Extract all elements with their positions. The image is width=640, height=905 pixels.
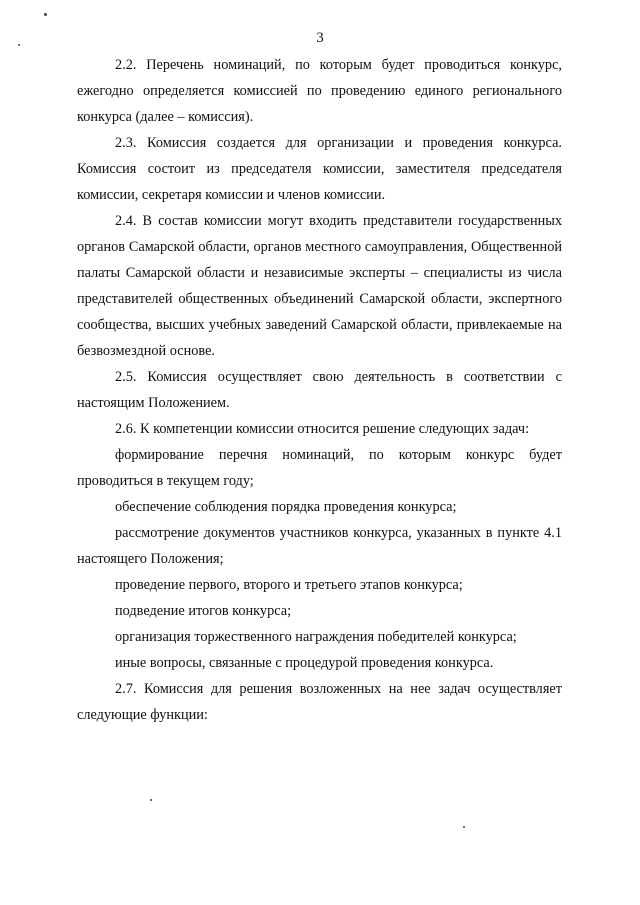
paragraph-2-4: 2.4. В состав комиссии могут входить представители государственных органов Самарской области, органов местного самоуправления, Общественной палаты Самарской области и независимые эксперты – специалисты из числа представителей общественных объединений Самарской области, экспертного сообщества, высших учебных заведений Самарской области, привлекаемые на безвозмездной основе.: [77, 213, 562, 359]
task-item: рассмотрение документов участников конкурса, указанных в пункте 4.1 настоящего Положения;: [77, 525, 562, 567]
document-body: [77, 52, 562, 728]
task-item: организация торжественного награждения победителей конкурса;: [115, 629, 517, 645]
scan-speck: [44, 13, 47, 16]
page-number: 3: [316, 30, 324, 46]
task-item: обеспечение соблюдения порядка проведения конкурса;: [115, 499, 457, 515]
paragraph-2-3: 2.3. Комиссия создается для организации и проведения конкурса. Комиссия состоит из председателя комиссии, заместителя председателя комиссии, секретаря комиссии и членов комиссии.: [77, 135, 562, 203]
paragraph-2-6: 2.6. К компетенции комиссии относится решение следующих задач:: [115, 421, 530, 437]
task-item: формирование перечня номинаций, по которым конкурс будет проводиться в текущем году;: [77, 447, 562, 489]
task-item: подведение итогов конкурса;: [115, 603, 292, 619]
task-item: иные вопросы, связанные с процедурой проведения конкурса.: [115, 655, 494, 671]
scan-speck: [463, 826, 465, 828]
paragraph-2-5: 2.5. Комиссия осуществляет свою деятельность в соответствии с настоящим Положением.: [77, 369, 562, 411]
task-item: проведение первого, второго и третьего этапов конкурса;: [115, 577, 463, 593]
scan-speck: [18, 44, 20, 46]
paragraph-2-2: 2.2. Перечень номинаций, по которым будет проводиться конкурс, ежегодно определяется комиссией по проведению единого регионального конкурса (далее – комиссия).: [77, 57, 562, 125]
paragraph-2-7: 2.7. Комиссия для решения возложенных на нее задач осуществляет следующие функции:: [77, 681, 562, 723]
scan-speck: [150, 799, 152, 801]
